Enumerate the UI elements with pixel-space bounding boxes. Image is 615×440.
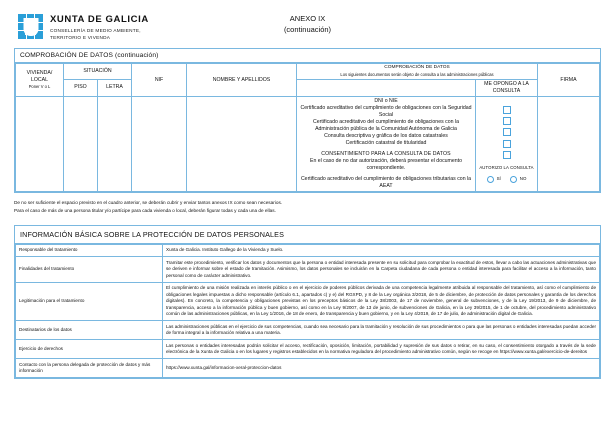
table-data-row <box>16 97 600 192</box>
row-label-finalidades: Finalidades del tratamiento <box>16 257 163 283</box>
cell-vivienda-local[interactable] <box>16 97 64 192</box>
checkbox-administracion-galicia[interactable] <box>503 128 511 136</box>
row-value-contacto-dpd[interactable]: https://www.xunta.gal/informacion-xeral-proteccion-datos <box>163 359 600 378</box>
col-header-firma: FIRMA <box>538 64 600 97</box>
table-row <box>16 340 600 359</box>
row-value-destinatarios: Las administraciones públicas en el ejercicio de sus competencias, cuando sea necesario para la tramitación y resolución de sus procedimientos o para que las personas o entidades interesadas puedan acceder de forma integral a la información relativa a una materia. <box>163 321 600 340</box>
cell-nombre-apellidos[interactable] <box>187 97 297 192</box>
checkbox-certificacion-catastral[interactable] <box>503 151 511 159</box>
docs-title: COMPROBACIÓN DE DATOS <box>384 65 450 70</box>
document-item: Certificado acreditativo del cumplimiento de obligaciones con la Administración pública de la Comunidad Autónoma de Galicia <box>313 119 459 133</box>
col-header-nif: NIF <box>132 64 187 97</box>
me-opongo-line-1: ME OPONGO A LA <box>484 80 529 87</box>
document-header <box>0 0 615 48</box>
table-row <box>16 282 600 321</box>
col-header-nombre-apellidos: NOMBRE Y APELLIDOS <box>187 64 297 97</box>
form-notes <box>14 199 601 215</box>
xunta-coat-of-arms-icon <box>18 14 43 39</box>
org-name: XUNTA DE GALICIA <box>50 14 149 25</box>
comprobacion-de-datos-section <box>14 48 601 193</box>
proteccion-datos-table <box>15 244 600 379</box>
checkbox-consulta-catastral[interactable] <box>503 140 511 148</box>
table-row <box>16 359 600 378</box>
autorizo-consulta-label: AUTORIZO LA CONSULTA <box>479 164 534 170</box>
annex-number: ANEXO IX <box>289 14 326 23</box>
comprobacion-table <box>15 63 600 192</box>
cell-letra[interactable] <box>98 97 132 192</box>
cell-firma[interactable] <box>538 97 600 192</box>
table-row <box>16 244 600 257</box>
radio-option-si[interactable] <box>487 176 501 184</box>
cell-me-opongo-controls <box>476 97 538 192</box>
col-header-comprobacion-datos <box>297 64 538 80</box>
row-label-contacto-dpd: Contacto con la persona delegada de protección de datos y más información <box>16 359 163 378</box>
autorizo-radio-group <box>478 176 535 184</box>
row-value-legitimacion: El cumplimiento de una misión realizada en interés público o en el ejercicio de poderes públicos derivada de una competencia legalmente atribuida al responsable del tratamiento, así como el cumplimiento de obligaciones legales impuestas a dicho responsable (artículo 6.1, apartados c) y e) del RGXPD, y 8 de la Ley orgánica 3/2018, de 5 de diciembre, de protección de datos personales y garantía de los derechos digitales). En concreto, la competencia y obligaciones previstas en los preceptos básicos de la Ley 38/2003, de 17 de noviembre, general de subvenciones, y de la Ley 19/2013, de 9 de diciembre, de transparencia, acceso a la información pública y buen gobierno, así como en la Ley 9/2007, de 13 de junio, de subvenciones de Galicia, en la Ley 39/2015, de 1 de octubre, del procedimiento administrativo común de las administraciones públicas, en la Ley 1/2016, de 18 de enero, de transparencia y buen gobierno, y en la Ley 4/2019, de 17 de julio, de administración digital de Galicia. <box>163 282 600 321</box>
table-header-row-2 <box>16 79 600 96</box>
consent-text: En el caso de no dar autorización, deberá presentar el documento correspondiente. <box>310 158 462 172</box>
col-header-letra: LETRA <box>98 79 132 96</box>
xunta-logo-block <box>18 14 149 41</box>
col-header-docs-list <box>297 79 476 96</box>
consent-document-item: Certificado acreditativo del cumplimiento de obligaciones tributarias con la AEAT <box>300 176 472 190</box>
cell-piso[interactable] <box>64 97 98 192</box>
cell-documents-list <box>297 97 476 192</box>
checkbox-dni-nie[interactable] <box>503 106 511 114</box>
table-header-row-1 <box>16 64 600 80</box>
consent-title: CONSENTIMIENTO PARA LA CONSULTA DE DATOS <box>321 151 451 158</box>
col-header-situacion: SITUACIÓN <box>64 64 132 80</box>
row-label-ejercicio-derechos: Ejercicio de derechos <box>16 340 163 359</box>
col-header-piso: PISO <box>64 79 98 96</box>
org-department-line-2: TERRITORIO E VIVENDA <box>50 35 111 41</box>
document-item: Certificado acreditativo del cumplimiento de obligaciones con la Seguridad Social <box>300 105 472 119</box>
docs-subtitle: Los siguientes documentos serán objeto de consulta a las administraciones públicas <box>340 72 494 78</box>
document-item: Consulta descriptiva y gráfica de los datos catastrales <box>324 133 448 140</box>
vivienda-line-3: Poner V o L <box>28 84 51 90</box>
col-header-vivienda-local <box>16 64 64 97</box>
col-header-me-opongo <box>476 79 538 96</box>
org-name-block <box>50 14 149 41</box>
vivienda-line-2: LOCAL <box>30 77 48 84</box>
row-value-responsable: Xunta de Galicia. Instituto Gallego de la Vivienda y Suelo. <box>163 244 600 257</box>
cell-nif[interactable] <box>132 97 187 192</box>
me-opongo-line-2: CONSULTA <box>492 88 521 94</box>
proteccion-section-title: INFORMACIÓN BÁSICA SOBRE LA PROTECCIÓN DE DATOS PERSONALES <box>15 226 600 244</box>
table-row <box>16 321 600 340</box>
note-line-1: De no ser suficiente el espacio previsto en el cuadro anterior, se deberán cubrir y enviar tantos anexos IX como sean necesarios. <box>14 200 283 206</box>
comprobacion-section-title: COMPROBACIÓN DE DATOS (continuación) <box>15 49 600 63</box>
row-value-finalidades: Tramitar este procedimiento, verificar los datos y documentos que la persona o entidad interesada presente en su solicitud para comprobar la exactitud de estos, llevar a cabo las actuaciones administrativas que se deriven e informar sobre el estado de tramitación. Asimismo, los datos personales se incluirán en la Carpeta ciudadana de cada persona o entidad interesada para facilitar el acceso a la información, tanto personal como de carácter administrativo. <box>163 257 600 283</box>
annex-continuation: (continuación) <box>283 24 332 34</box>
note-line-2: Para el caso de más de una persona titular y/o partícipe para cada vivienda o local, deberán figurar todas y cada una de ellas. <box>14 208 276 214</box>
document-item: DNI o NIE <box>374 98 398 105</box>
radio-si-label: SÍ <box>496 176 501 182</box>
opposition-checkbox-group <box>478 105 535 159</box>
document-item: Certificación catastral de titularidad <box>345 140 427 147</box>
row-label-responsable: Responsable del tratamiento <box>16 244 163 257</box>
radio-si-icon[interactable] <box>487 176 495 184</box>
vivienda-line-1: VIVIENDA/ <box>26 70 53 77</box>
proteccion-datos-section <box>14 225 601 380</box>
radio-option-no[interactable] <box>510 176 527 184</box>
checkbox-seguridad-social[interactable] <box>503 117 511 125</box>
row-label-legitimacion: Legitimación para el tratamiento <box>16 282 163 321</box>
radio-no-label: NO <box>519 176 527 182</box>
row-label-destinatarios: Destinatarios de los datos <box>16 321 163 340</box>
table-row <box>16 257 600 283</box>
row-value-ejercicio-derechos: Las personas o entidades interesadas podrán solicitar el acceso, rectificación, oposición, limitación, portabilidad y supresión de sus datos o retirar, en su caso, el consentimiento otorgado a través de la sede electrónica de la Xunta de Galicia o en los lugares y registros establecidos en la normativa reguladora del procedimiento administrativo común, según se recoge en https://www.xunta.gal/exercicio-de-dereitos <box>163 340 600 359</box>
radio-no-icon[interactable] <box>510 176 518 184</box>
org-department-line-1: CONSELLERÍA DE MEDIO AMBIENTE, <box>50 27 141 33</box>
